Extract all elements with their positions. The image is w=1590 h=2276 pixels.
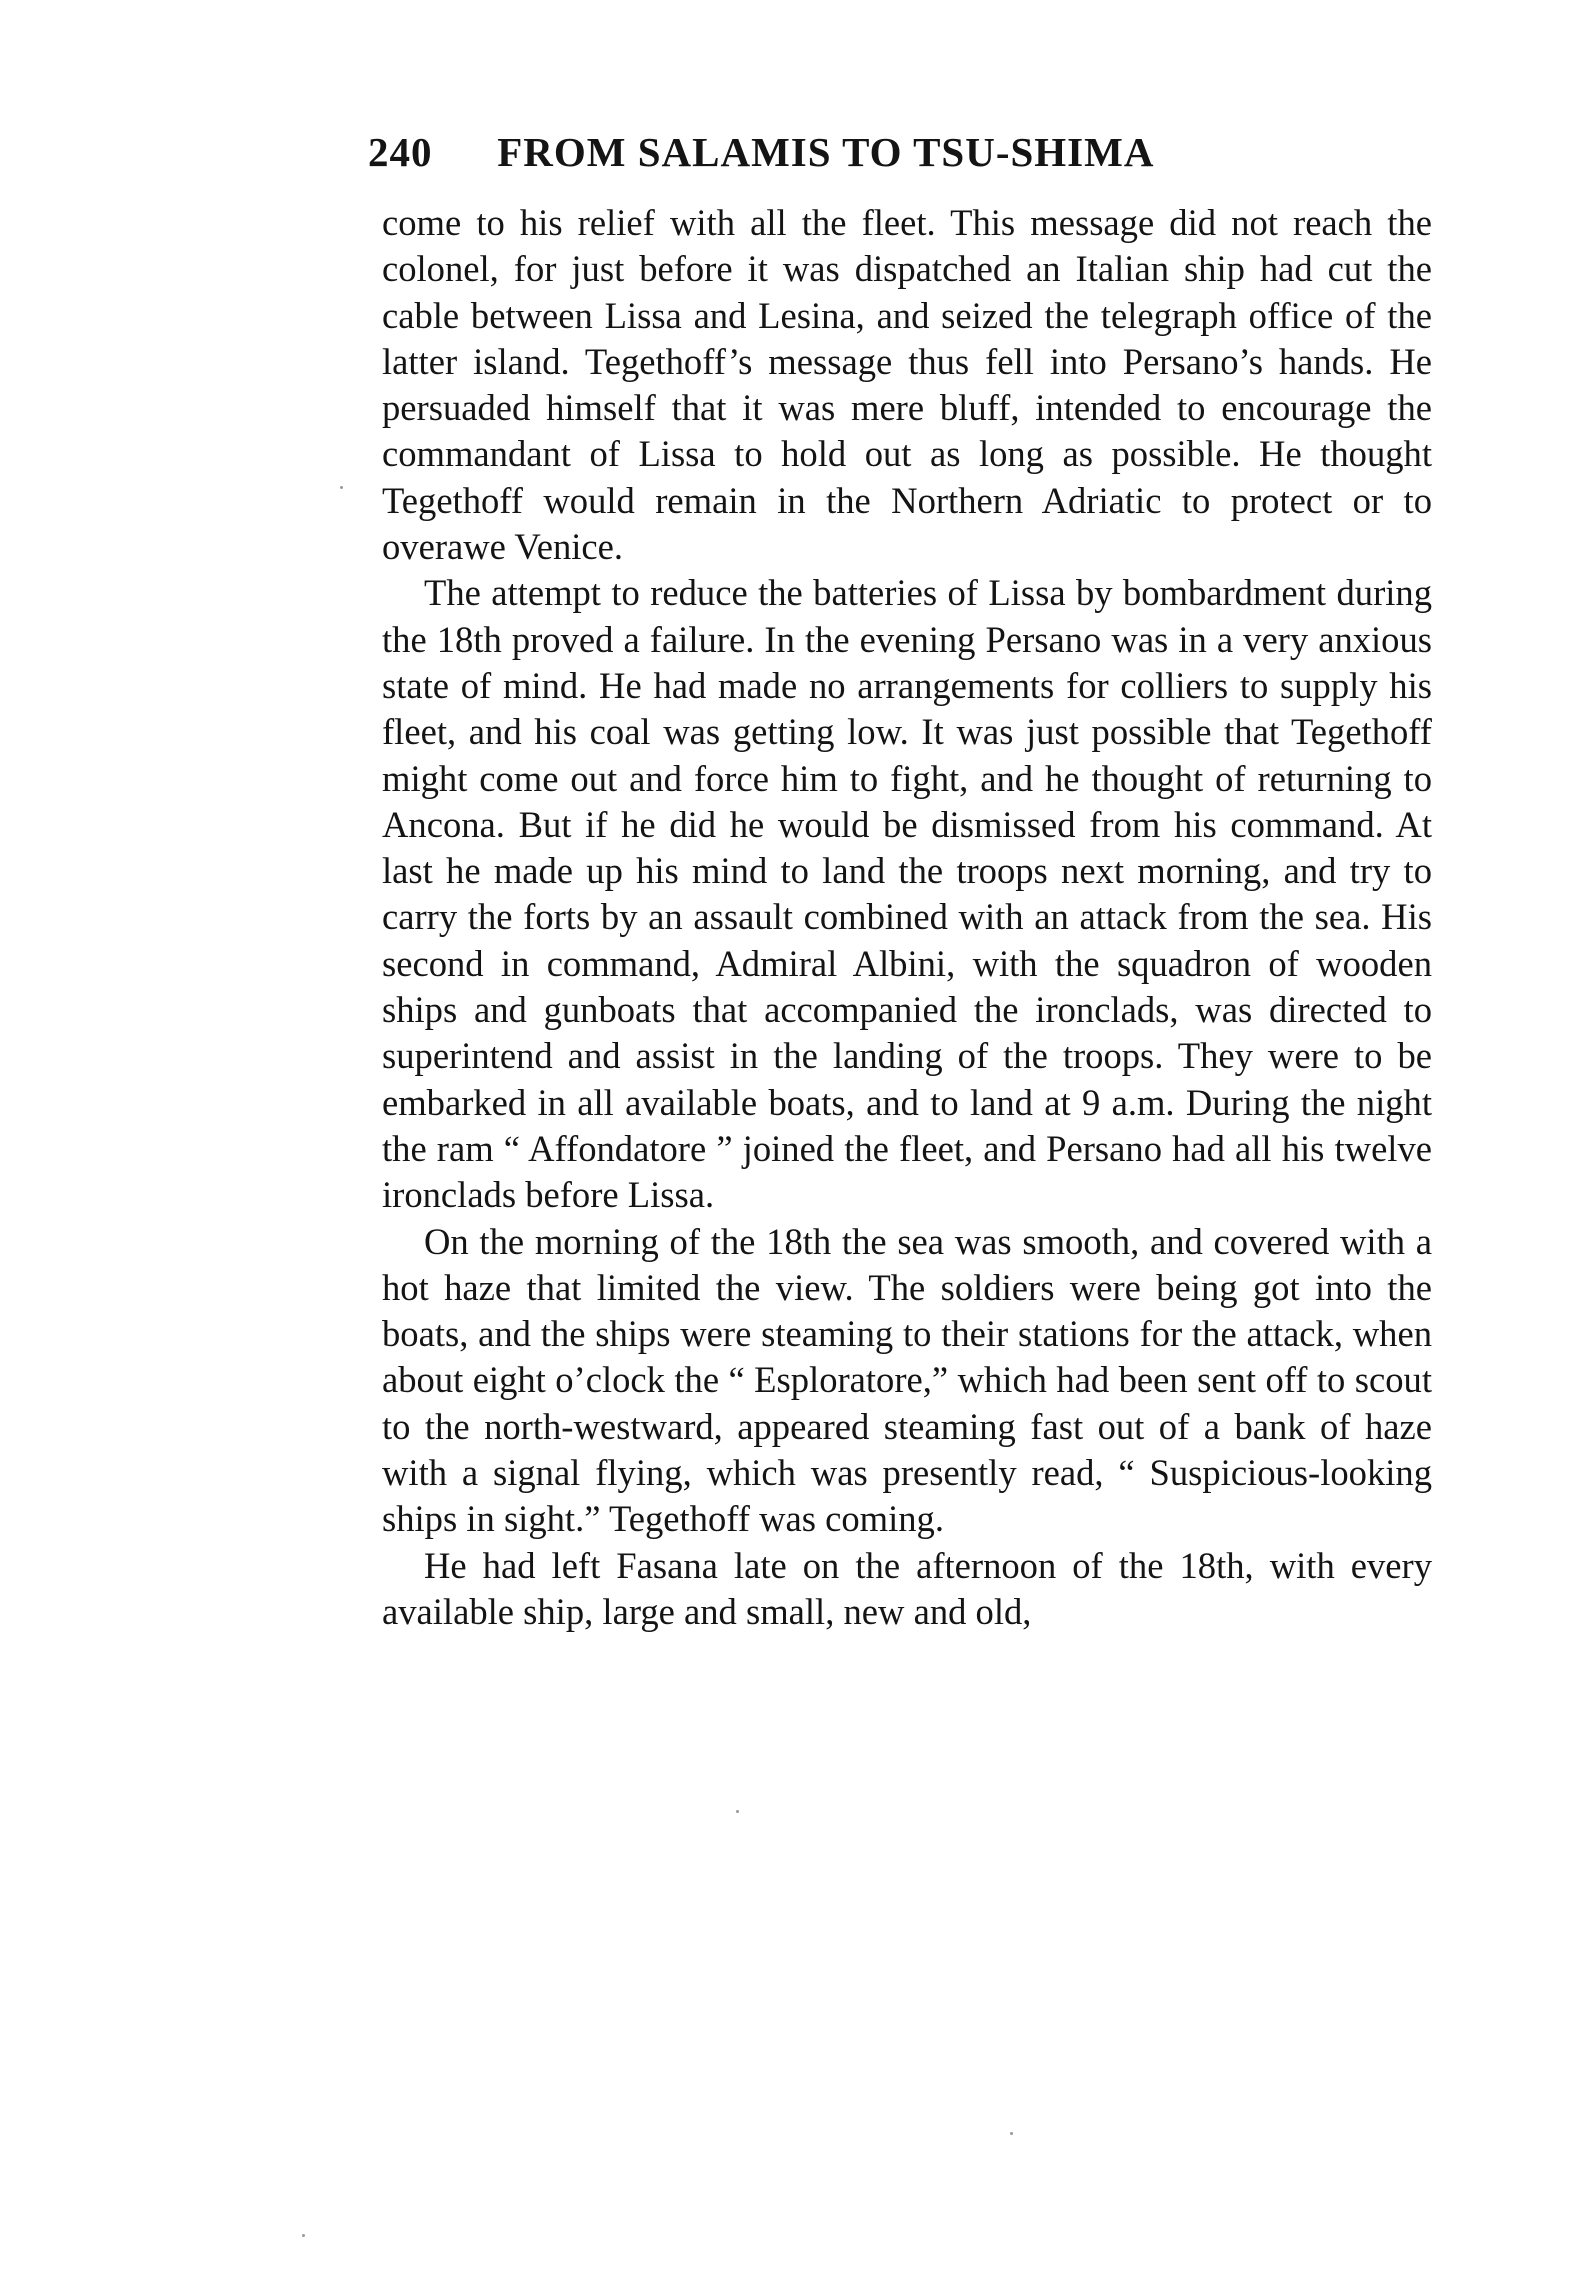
- running-head: [368, 122, 1248, 182]
- scan-speck: [1010, 2132, 1013, 2135]
- scan-speck: [340, 486, 343, 489]
- scan-speck: [302, 2234, 305, 2237]
- running-title: FROM SALAMIS TO TSU-SHIMA: [497, 129, 1155, 175]
- paragraph-3: On the morning of the 18th the sea was smooth, and covered with a hot haze that limited the view. The soldiers were being got into the boats, and the ships were steaming to their stations for the attack, when about eight o’clock the “ Esploratore,” which had been sent off to scout to the north-westward, appeared steaming fast out of a bank of haze with a signal flying, which was presently read, “ Suspicious-looking ships in sight.” Tegethoff was coming.: [382, 1220, 1432, 1540]
- page-number: 240: [368, 129, 433, 175]
- paragraph-2: The attempt to reduce the batteries of Lissa by bombardment during the 18th proved a failure. In the evening Persano was in a very anxious state of mind. He had made no arrangements for colliers to supply his fleet, and his coal was getting low. It was just possible that Tegethoff might come out and force him to fight, and he thought of returning to Ancona. But if he did he would be dismissed from his command. At last he made up his mind to land the troops next morning, and try to carry the forts by an assault combined with an attack from the sea. His second in command, Admiral Albini, with the squadron of wooden ships and gunboats that accompanied the ironclads, was directed to superintend and assist in the landing of the troops. They were to be embarked in all available boats, and to land at 9 a.m. During the night the ram “ Affondatore ” joined the fleet, and Persano had all his twelve ironclads before Lissa.: [382, 572, 1432, 1216]
- body-text: [382, 200, 1432, 1635]
- paragraph-4: He had left Fasana late on the afternoon of the 18th, with every available ship, large and small, new and old,: [382, 1544, 1432, 1632]
- paragraph-1: come to his relief with all the fleet. This message did not reach the colonel, for just before it was dispatched an Italian ship had cut the cable between Lissa and Lesina, and seized the telegraph office of the latter island. Tegethoff’s message thus fell into Persano’s hands. He persuaded himself that it was mere bluff, intended to encourage the commandant of Lissa to hold out as long as possible. He thought Tegethoff would remain in the Northern Adriatic to protect or to overawe Venice.: [382, 202, 1432, 568]
- scan-speck: [736, 1810, 739, 1813]
